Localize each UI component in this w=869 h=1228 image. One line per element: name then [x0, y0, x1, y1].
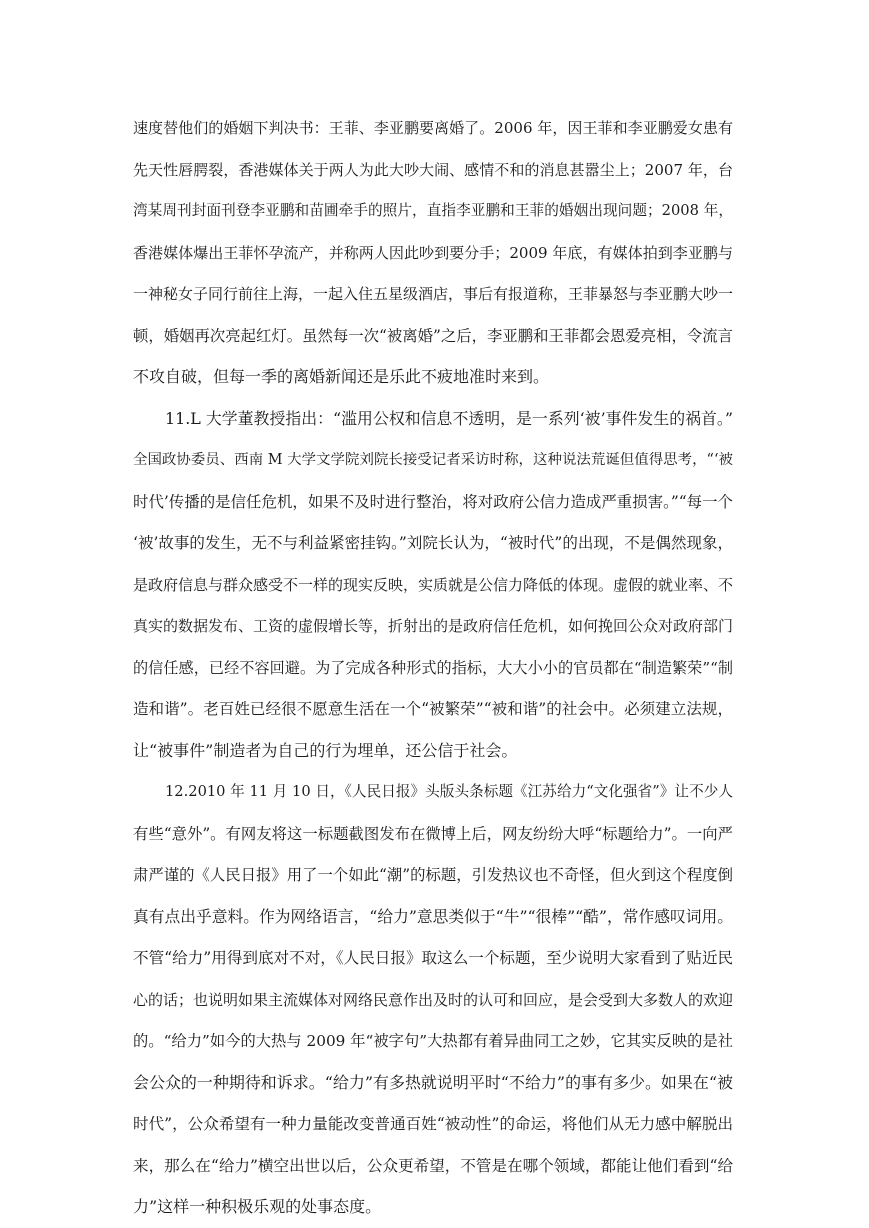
- text-line: 湾某周刊封面刊登李亚鹏和苗圃牵手的照片，直指李亚鹏和王菲的婚姻出现问题；2008 年，: [133, 202, 733, 219]
- text-line: 不管“给力”用得到底对不对，《人民日报》取这么一个标题，至少说明大家看到了贴近民: [133, 949, 734, 967]
- text-line: ‘被’故事的发生，无不与利益紧密挂钩。”刘院长认为，“被时代”的出现，不是偶然现象，: [133, 534, 733, 552]
- text-line: 先天性唇腭裂，香港媒体关于两人为此大吵大闹、感情不和的消息甚嚣尘上；2007 年，台: [133, 160, 733, 179]
- text-line: 速度替他们的婚姻下判决书：王菲、李亚鹏要离婚了。2006 年，因王菲和李亚鹏爱女患有: [133, 119, 733, 137]
- text-line: 12.2010 年 11 月 10 日，《人民日报》头版头条标题《江苏给力“文化强省”》让不少人: [165, 783, 733, 800]
- text-line: 真有点出乎意料。作为网络语言，“给力”意思类似于“牛”“很棒”“酷”，常作感叹词用。: [133, 906, 733, 926]
- text-line: 的信任感，已经不容回避。为了完成各种形式的指标，大大小小的官员都在“制造繁荣”“制: [133, 658, 733, 677]
- text-line: 11.L 大学董教授指出：“滥用公权和信息不透明，是一系列‘被’事件发生的祸首。”: [165, 408, 733, 428]
- text-line: 香港媒体爆出王菲怀孕流产，并称两人因此吵到要分手；2009 年底，有媒体拍到李亚鹏与: [133, 243, 733, 262]
- text-line: 时代”，公众希望有一种力量能改变普通百姓“被动性”的命运，将他们从无力感中解脱出: [133, 1115, 733, 1133]
- text-line: 是政府信息与群众感受不一样的现实反映，实质就是公信力降低的体现。虚假的就业率、不: [133, 575, 734, 594]
- text-line: 有些“意外”。有网友将这一标题截图发布在微博上后，网友纷纷大呼“标题给力”。一向严: [133, 824, 733, 843]
- text-line: 时代’传播的是信任危机，如果不及时进行整治，将对政府公信力造成严重损害。”“每一个: [133, 492, 733, 511]
- text-line: 全国政协委员、西南 M 大学文学院刘院长接受记者采访时称，这种说法荒诞但值得思考，“‘被: [133, 452, 733, 468]
- text-line: 一神秘女子同行前往上海，一起入住五星级酒店，事后有报道称，王菲暴怒与李亚鹏大吵一: [133, 285, 734, 303]
- text-line: 顿，婚姻再次亮起红灯。虽然每一次“被离婚”之后，李亚鹏和王菲都会恩爱亮相，令流言: [133, 326, 733, 345]
- text-line: 心的话；也说明如果主流媒体对网络民意作出及时的认可和回应，是会受到大多数人的欢迎: [133, 990, 734, 1009]
- text-line: 肃严谨的《人民日报》用了一个如此“潮”的标题，引发热议也不奇怪，但火到这个程度倒: [133, 866, 733, 884]
- text-line: 造和谐”。老百姓已经很不愿意生活在一个“被繁荣”“被和谐”的社会中。必须建立法规，: [133, 700, 733, 718]
- text-line: 来，那么在“给力”横空出世以后，公众更希望，不管是在哪个领域，都能让他们看到“给: [133, 1156, 733, 1175]
- text-line: 不攻自破，但每一季的离婚新闻还是乐此不疲地准时来到。: [133, 367, 550, 386]
- text-line: 让“被事件”制造者为自己的行为埋单，还公信于社会。: [133, 740, 518, 760]
- text-line: 的。“给力”如今的大热与 2009 年“被字句”大热都有着异曲同工之妙，它其实反映的是社: [133, 1032, 733, 1050]
- text-line: 会公众的一种期待和诉求。“给力”有多热就说明平时“不给力”的事有多少。如果在“被: [133, 1072, 733, 1092]
- text-line: 真实的数据发布、工资的虚假增长等，折射出的是政府信任危机，如何挽回公众对政府部门: [133, 617, 734, 635]
- text-line: 力”这样一种积极乐观的处事态度。: [133, 1197, 382, 1216]
